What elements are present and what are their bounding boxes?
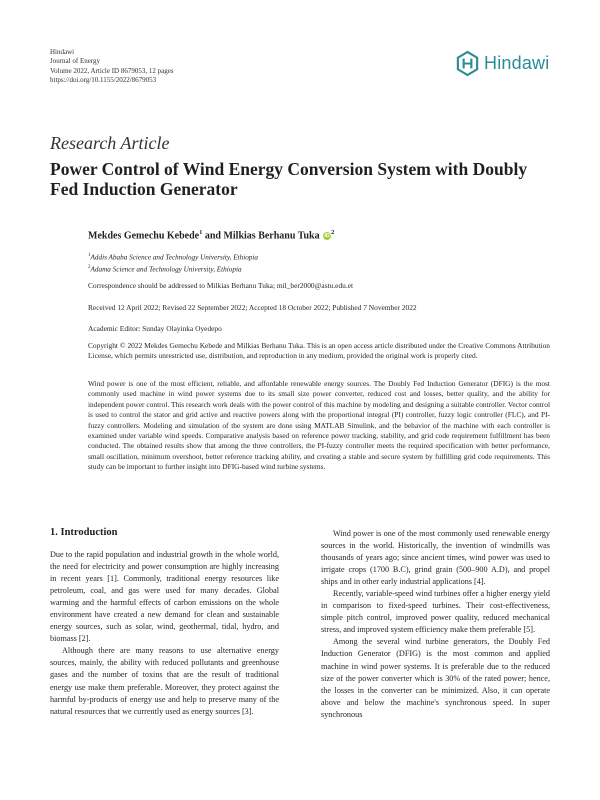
- affiliation-1: $^1$Addis Ababa Science and Technology University, Ethiopia: [88, 253, 258, 262]
- paragraph: Although there are many reasons to use alternative energy sources, mainly, the ability with reduced pollutants and greenhouse gases and the number of toxins that are the result of traditional energy use make them preferable. Moreover, they protect against the harmful by-products of energy use and help to preserve many of the natural resources that we currently used as energy sources [3].: [50, 646, 279, 716]
- paragraph: Wind power is one of the most commonly used renewable energy sources in the world. Historically, the invention of windmills was thousands of years ago; since ancient times, wind power was used to irrigate crops (1700 B.C), grind grain (500–900 A.D), and propel ships and in other early industrial applications [4].: [321, 529, 550, 587]
- hindawi-logo-icon: [454, 50, 481, 77]
- affiliation-marker: 1: [199, 229, 203, 236]
- editor-line: Academic Editor: Sunday Olayinka Oyedepo: [88, 324, 222, 333]
- volume-line: Volume 2022, Article ID 8679053, 12 pages: [50, 66, 174, 75]
- author-list: [88, 229, 334, 241]
- correspondence-line: Correspondence should be addressed to Milkias Berhanu Tuka; mil_ber2000@astu.edu.et: [88, 281, 354, 290]
- abstract: Wind power is one of the most efficient, reliable, and affordable renewable energy sources. The Doubly Fed Induction Generator (DFIG) is the most commonly used machine in wind power systems due to its small size power converter, reduced cost and losses, better quality, and the ability for independent power control. This research work deals with the power control of this machine by modeling and designing a suitable controller. Vector control is used to control the stator and grid active and reactive powers along with the proportional integral (PI) controller, fuzzy logic controller (FLC), and PI-fuzzy controllers. Modeling and simulation of the system are done using MATLAB Simulink, and the behavior of the machine with each controller is examined under variable wind speeds. Comparative analysis based on reference power tracking, stability, and grid code requirement fulfillment has been conducted. The obtained results show that among the three controllers, the PI-fuzzy controller meets the required specification with better performance, small oscillation, minimum overshoot, better reference tracking ability, and creating a stable and secure system by fulfilling grid code requirements. This study can be important to further insight into DFIG-based wind turbine systems.: [88, 379, 550, 472]
- copyright-notice: Copyright © 2022 Mekdes Gemechu Kebede and Milkias Berhanu Tuka. This is an open access article distributed under the Creative Commons Attribution License, which permits unrestricted use, distribution, and reproduction in any medium, provided the original work is properly cited.: [88, 341, 550, 361]
- author-conjunction: and: [202, 230, 224, 242]
- paragraph: Among the several wind turbine generators, the Doubly Fed Induction Generator (DFIG) is the most common and applied machine in wind power systems. It is preferable due to the reduced size of the power converter which is 30% of the rated power; hence, the losses in the converter can be minimized. Also, it can operate above and below the machine's synchronous speed. In super synchronous: [321, 637, 550, 719]
- paragraph: Recently, variable-speed wind turbines offer a higher energy yield in comparison to fixed-speed turbines. Their cost-effectiveness, simple pitch control, improved power quality, reduced mechanical stress, and improved system efficiency make them preferable [5].: [321, 589, 550, 635]
- paragraph: Due to the rapid population and industrial growth in the whole world, the need for electricity and power consumption are highly increasing in recent years [1]. Commonly, traditional energy resources like petroleum, coal, and gas were used for many decades. Global warming and the harmful effects of carbon emissions on the whole environment have created a new demand for clean and sustainable energy sources, such as solar, wind, geothermal, tidal, hydro, and biomass [2].: [50, 550, 279, 644]
- dates-line: Received 12 April 2022; Revised 22 September 2022; Accepted 18 October 2022; Published 7 November 2022: [88, 303, 417, 312]
- author-name[interactable]: Mekdes Gemechu Kebede: [88, 230, 200, 242]
- publisher-name: Hindawi: [50, 48, 75, 56]
- journal-name: Journal of Energy: [50, 57, 101, 66]
- section-heading: 1. Introduction: [50, 527, 118, 538]
- logo-text: Hindawi: [484, 52, 550, 73]
- affiliation-marker: 2: [331, 229, 335, 236]
- article-type: Research Article: [50, 133, 170, 153]
- affiliations: [88, 251, 258, 275]
- journal-meta: [50, 48, 174, 85]
- paper-title: Power Control of Wind Energy Conversion System with Doubly Fed Induction Generator: [50, 159, 528, 199]
- left-column: [50, 549, 279, 718]
- orcid-icon[interactable]: iD: [324, 233, 330, 240]
- right-column: [321, 528, 550, 721]
- affiliation-2: $^2$Adama Science and Technology University, Ethiopia: [88, 264, 242, 274]
- doi-link[interactable]: https://doi.org/10.1155/2022/8679053: [50, 75, 157, 84]
- author-name[interactable]: Milkias Berhanu Tuka: [223, 230, 320, 242]
- hindawi-logo: [454, 47, 554, 79]
